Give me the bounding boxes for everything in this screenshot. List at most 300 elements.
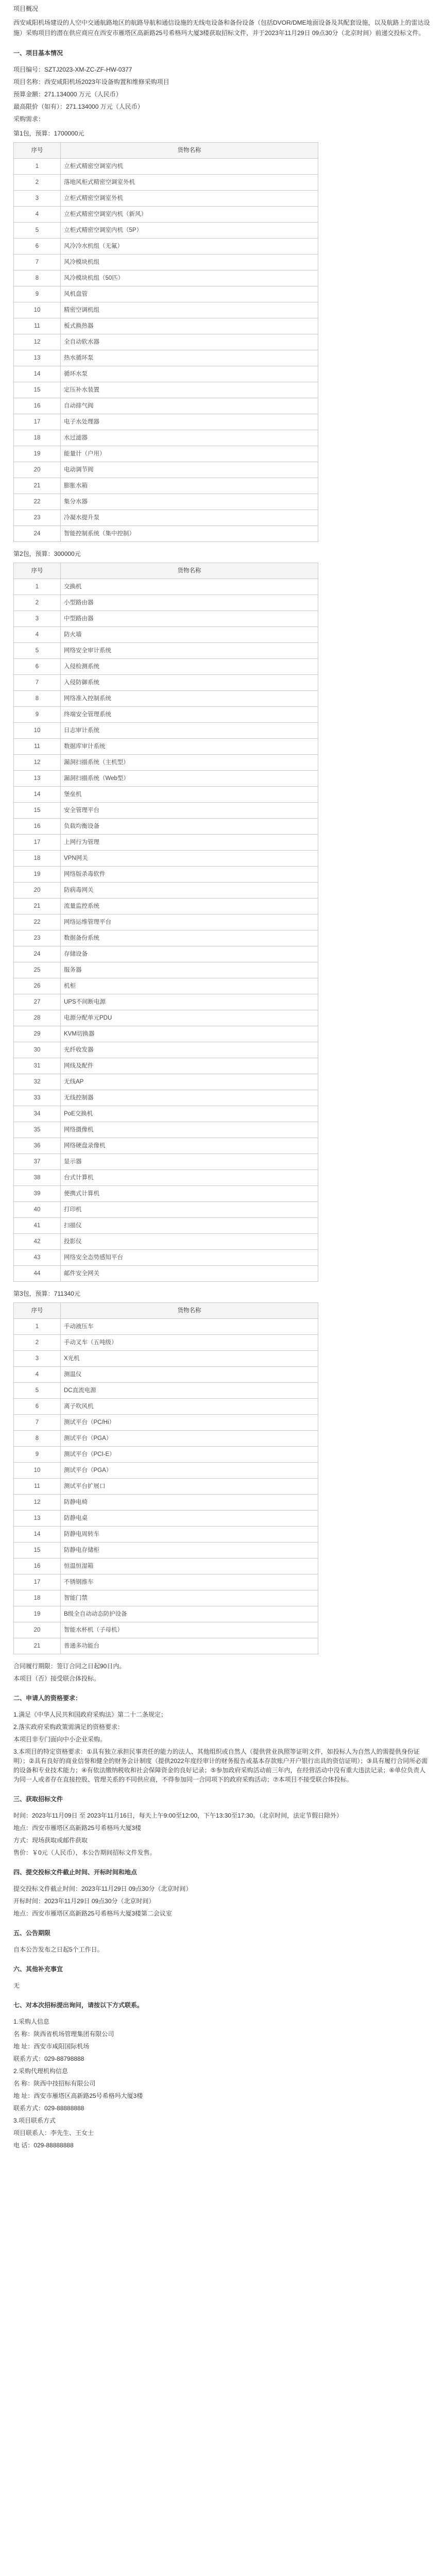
- table-row: [14, 1058, 318, 1074]
- item-name: 定压补水装置: [61, 382, 318, 398]
- table-row: [14, 851, 318, 867]
- table-row: [14, 191, 318, 207]
- item-number: 35: [14, 1122, 61, 1138]
- item-number: 20: [14, 1622, 61, 1638]
- item-name: PoE交换机: [61, 1106, 318, 1122]
- table-header-row: [14, 143, 318, 159]
- item-number: 36: [14, 1138, 61, 1154]
- table-row: [14, 1399, 318, 1415]
- col-header-goods-name: 货物名称: [61, 1303, 318, 1319]
- item-number: 19: [14, 867, 61, 883]
- table-row: [14, 382, 318, 398]
- item-number: 18: [14, 1590, 61, 1606]
- item-name: 测温仪: [61, 1367, 318, 1383]
- item-number: 13: [14, 1511, 61, 1527]
- item-number: 3: [14, 1351, 61, 1367]
- item-name: 智能门禁: [61, 1590, 318, 1606]
- item-number: 17: [14, 835, 61, 851]
- item-name: 网线及配件: [61, 1058, 318, 1074]
- item-number: 10: [14, 723, 61, 739]
- item-name: 数据备份系统: [61, 930, 318, 946]
- table-row: [14, 1415, 318, 1431]
- table-header-row: [14, 563, 318, 579]
- item-name: 网络摄像机: [61, 1122, 318, 1138]
- item-number: 5: [14, 643, 61, 659]
- item-number: 19: [14, 1606, 61, 1622]
- table-row: [14, 739, 318, 755]
- item-number: 14: [14, 1527, 61, 1543]
- item-number: 1: [14, 159, 61, 175]
- item-number: 20: [14, 883, 61, 899]
- package-title: 第2包，预算：300000元: [13, 550, 81, 557]
- item-number: 7: [14, 255, 61, 270]
- item-name: 立柜式精密空调室内机（新风）: [61, 207, 318, 223]
- item-name: 安全管理平台: [61, 803, 318, 819]
- item-name: 负载均衡设备: [61, 819, 318, 835]
- item-name: 防静电椅: [61, 1495, 318, 1511]
- opening-place: 地点：西安市雁塔区高新路25号希格玛大厦3楼第二会议室: [13, 1910, 173, 1917]
- table-header-row: [14, 1303, 318, 1319]
- item-name: 防病毒网关: [61, 883, 318, 899]
- item-number: 8: [14, 270, 61, 286]
- item-name: 风冷冷水机组（无氟）: [61, 239, 318, 255]
- item-name: 无线AP: [61, 1074, 318, 1090]
- qual-item-1: 1.满足《中华人民共和国政府采购法》第二十二条规定；: [13, 1711, 167, 1718]
- item-number: 20: [14, 462, 61, 478]
- section-submit-title: 四、提交投标文件截止时间、开标时间和地点: [13, 1869, 138, 1876]
- table-row: [14, 675, 318, 691]
- item-name: 显示器: [61, 1154, 318, 1170]
- table-row: [14, 883, 318, 899]
- contact-line: 联系方式：029-88888888: [13, 2105, 84, 2112]
- table-row: [14, 414, 318, 430]
- item-name: 测试平台（PGA）: [61, 1463, 318, 1479]
- item-number: 24: [14, 526, 61, 542]
- table-row: [14, 398, 318, 414]
- item-name: 智能控制系统（集中控制）: [61, 526, 318, 542]
- item-number: 22: [14, 494, 61, 510]
- table-row: [14, 478, 318, 494]
- item-name: 防静电桌: [61, 1511, 318, 1527]
- item-name: 入侵检测系统: [61, 659, 318, 675]
- item-name: 自动排气阀: [61, 398, 318, 414]
- project-number: 项目编号：SZTJ2023-XM-ZC-ZF-HW-0377: [13, 66, 132, 73]
- table-row: [14, 1170, 318, 1186]
- item-number: 33: [14, 1090, 61, 1106]
- item-name: 投影仪: [61, 1234, 318, 1250]
- item-number: 4: [14, 1367, 61, 1383]
- item-number: 17: [14, 1574, 61, 1590]
- packages: [13, 129, 432, 1654]
- section-basic-title: 一、项目基本情况: [13, 49, 63, 57]
- table-row: [14, 1463, 318, 1479]
- item-number: 3: [14, 611, 61, 627]
- item-name: 恒温恒湿箱: [61, 1558, 318, 1574]
- section-other-title: 六、其他补充事宜: [13, 1965, 63, 1973]
- item-number: 43: [14, 1250, 61, 1266]
- table-row: [14, 1106, 318, 1122]
- item-number: 21: [14, 899, 61, 914]
- item-name: 堡垒机: [61, 787, 318, 803]
- table-row: [14, 643, 318, 659]
- item-name: 水过滤器: [61, 430, 318, 446]
- item-number: 31: [14, 1058, 61, 1074]
- item-name: 不锈钢推车: [61, 1574, 318, 1590]
- item-name: 打印机: [61, 1202, 318, 1218]
- item-number: 40: [14, 1202, 61, 1218]
- qual-item-2: 2.落实政府采购政策需满足的资格要求：: [13, 1723, 124, 1731]
- item-name: VPN网关: [61, 851, 318, 867]
- table-row: [14, 691, 318, 707]
- doc-title: 项目概况: [13, 5, 39, 12]
- max-price: 最高限价（如有）：271.134000 万元（人民币）: [13, 103, 144, 110]
- item-number: 7: [14, 1415, 61, 1431]
- obtain-time: 时间：2023年11月09日 至 2023年11月16日，每天上午9:00至12:00，下午13:30至17:30。（北京时间，法定节假日除外）: [13, 1812, 343, 1819]
- contact-line: 地 址：西安市咸阳国际机场: [13, 2043, 90, 2050]
- item-number: 29: [14, 1026, 61, 1042]
- project-name: 项目名称：西安咸阳机场2023年设备购置和维修采购项目: [13, 78, 169, 86]
- item-name: 网络安全审计系统: [61, 643, 318, 659]
- item-name: DC直流电源: [61, 1383, 318, 1399]
- item-number: 11: [14, 318, 61, 334]
- item-number: 14: [14, 366, 61, 382]
- table-row: [14, 1638, 318, 1654]
- item-number: 17: [14, 414, 61, 430]
- table-row: [14, 914, 318, 930]
- item-name: 存储设备: [61, 946, 318, 962]
- table-row: [14, 1234, 318, 1250]
- table-row: [14, 1010, 318, 1026]
- requirement-label: 采购需求：: [13, 115, 45, 123]
- table-row: [14, 1606, 318, 1622]
- table-row: [14, 366, 318, 382]
- col-header-number: 序号: [14, 563, 61, 579]
- item-number: 41: [14, 1218, 61, 1234]
- item-number: 25: [14, 962, 61, 978]
- table-row: [14, 1074, 318, 1090]
- table-row: [14, 1431, 318, 1447]
- item-name: 流量监控系统: [61, 899, 318, 914]
- table-row: [14, 1090, 318, 1106]
- item-name: 日志审计系统: [61, 723, 318, 739]
- item-number: 23: [14, 930, 61, 946]
- item-name: 测试平台（PCI-E）: [61, 1447, 318, 1463]
- item-number: 6: [14, 239, 61, 255]
- item-name: 台式计算机: [61, 1170, 318, 1186]
- item-name: 服务器: [61, 962, 318, 978]
- item-number: 28: [14, 1010, 61, 1026]
- table-row: [14, 302, 318, 318]
- item-number: 13: [14, 771, 61, 787]
- table-row: [14, 1266, 318, 1282]
- contact-line: 项目联系人：李先生、王女士: [13, 2129, 94, 2137]
- table-row: [14, 1319, 318, 1335]
- item-name: 智能水杯机（子母机）: [61, 1622, 318, 1638]
- section-contact-title: 七、对本次招标提出询问，请按以下方式联系。: [13, 2002, 144, 2009]
- table-row: [14, 803, 318, 819]
- item-number: 27: [14, 994, 61, 1010]
- item-number: 32: [14, 1074, 61, 1090]
- item-number: 6: [14, 1399, 61, 1415]
- table-row: [14, 430, 318, 446]
- item-number: 22: [14, 914, 61, 930]
- item-number: 14: [14, 787, 61, 803]
- table-row: [14, 510, 318, 526]
- item-name: 测试平台（PGA）: [61, 1431, 318, 1447]
- contact-line: 名 称：陕西省机场管理集团有限公司: [13, 2030, 114, 2038]
- table-row: [14, 255, 318, 270]
- item-name: 漏洞扫描系统（主机型）: [61, 755, 318, 771]
- table-row: [14, 286, 318, 302]
- item-number: 7: [14, 675, 61, 691]
- item-number: 21: [14, 478, 61, 494]
- table-row: [14, 1622, 318, 1638]
- section-notice-title: 五、公告期限: [13, 1929, 51, 1937]
- item-name: 测试平台（PC/Hi）: [61, 1415, 318, 1431]
- item-name: 机柜: [61, 978, 318, 994]
- contact-line: 2.采购代理机构信息: [13, 2067, 69, 2075]
- item-name: 电子水处理器: [61, 414, 318, 430]
- table-row: [14, 707, 318, 723]
- item-number: 11: [14, 1479, 61, 1495]
- item-name: 手动液压车: [61, 1319, 318, 1335]
- item-number: 9: [14, 1447, 61, 1463]
- table-row: [14, 223, 318, 239]
- table-row: [14, 994, 318, 1010]
- item-number: 6: [14, 659, 61, 675]
- table-row: [14, 978, 318, 994]
- item-number: 9: [14, 286, 61, 302]
- item-name: 集分水器: [61, 494, 318, 510]
- table-row: [14, 595, 318, 611]
- table-row: [14, 1154, 318, 1170]
- obtain-price: 售价：￥0元（人民币），本公告期间招标文件发售。: [13, 1849, 156, 1856]
- item-number: 16: [14, 819, 61, 835]
- item-name: 网络硬盘录像机: [61, 1138, 318, 1154]
- table-row: [14, 867, 318, 883]
- table-row: [14, 1218, 318, 1234]
- table-row: [14, 946, 318, 962]
- item-name: 数据库审计系统: [61, 739, 318, 755]
- item-name: 风机盘管: [61, 286, 318, 302]
- table-row: [14, 1558, 318, 1574]
- table-row: [14, 334, 318, 350]
- table-row: [14, 175, 318, 191]
- table-row: [14, 755, 318, 771]
- budget-amount: 预算金额：271.134000 万元（人民币）: [13, 91, 122, 98]
- package-items-table: [13, 142, 318, 542]
- table-row: [14, 1543, 318, 1558]
- table-row: [14, 899, 318, 914]
- item-number: 26: [14, 978, 61, 994]
- table-row: [14, 494, 318, 510]
- item-number: 15: [14, 382, 61, 398]
- col-header-goods-name: 货物名称: [61, 563, 318, 579]
- item-name: 便携式计算机: [61, 1186, 318, 1202]
- opening-time: 开标时间：2023年11月29日 09点30分（北京时间）: [13, 1897, 155, 1905]
- contact-line: 3.项目联系方式: [13, 2117, 56, 2124]
- item-number: 18: [14, 851, 61, 867]
- item-number: 37: [14, 1154, 61, 1170]
- item-name: 板式换热器: [61, 318, 318, 334]
- table-row: [14, 270, 318, 286]
- item-name: 全自动软水器: [61, 334, 318, 350]
- item-number: 21: [14, 1638, 61, 1654]
- item-name: 无线控制器: [61, 1090, 318, 1106]
- item-number: 1: [14, 1319, 61, 1335]
- item-name: 防静电周转车: [61, 1527, 318, 1543]
- item-name: 冷凝水提升泵: [61, 510, 318, 526]
- item-name: 网络准入控制系统: [61, 691, 318, 707]
- table-row: [14, 1042, 318, 1058]
- table-row: [14, 1351, 318, 1367]
- item-number: 15: [14, 803, 61, 819]
- table-row: [14, 1367, 318, 1383]
- item-name: 普通多功能台: [61, 1638, 318, 1654]
- item-name: 防火墙: [61, 627, 318, 643]
- table-row: [14, 462, 318, 478]
- item-number: 15: [14, 1543, 61, 1558]
- contact-line: 地 址：西安市雁塔区高新路25号希格玛大厦3楼: [13, 2092, 143, 2099]
- item-name: 手动叉车（五吨级）: [61, 1335, 318, 1351]
- table-row: [14, 239, 318, 255]
- item-number: 13: [14, 350, 61, 366]
- item-name: X光机: [61, 1351, 318, 1367]
- item-name: UPS不间断电源: [61, 994, 318, 1010]
- table-row: [14, 1574, 318, 1590]
- item-number: 16: [14, 1558, 61, 1574]
- item-name: 光纤收发器: [61, 1042, 318, 1058]
- package-items-table: [13, 1302, 318, 1654]
- item-number: 19: [14, 446, 61, 462]
- item-name: 风冷模块机组: [61, 255, 318, 270]
- table-row: [14, 819, 318, 835]
- package-title: 第3包，预算：711340元: [13, 1290, 80, 1297]
- table-row: [14, 1511, 318, 1527]
- item-name: B级全自动动态防护设备: [61, 1606, 318, 1622]
- consortium-note: 本项目（否）接受联合体投标。: [13, 1675, 100, 1682]
- contact-line: 1.采购人信息: [13, 2018, 50, 2025]
- item-name: 交换机: [61, 579, 318, 595]
- table-row: [14, 1383, 318, 1399]
- item-number: 8: [14, 1431, 61, 1447]
- item-name: 中型路由器: [61, 611, 318, 627]
- item-number: 2: [14, 595, 61, 611]
- table-row: [14, 930, 318, 946]
- section-qualification-title: 二、申请人的资格要求：: [13, 1694, 82, 1702]
- table-row: [14, 1202, 318, 1218]
- item-number: 10: [14, 302, 61, 318]
- item-name: 立柜式精密空调室内机: [61, 159, 318, 175]
- item-number: 23: [14, 510, 61, 526]
- item-name: 热水循环泵: [61, 350, 318, 366]
- item-number: 18: [14, 430, 61, 446]
- col-header-number: 序号: [14, 143, 61, 159]
- item-name: 能量计（户用）: [61, 446, 318, 462]
- item-name: 循环水泵: [61, 366, 318, 382]
- package-title: 第1包，预算：1700000元: [13, 130, 84, 137]
- item-name: 漏洞扫描系统（Web型）: [61, 771, 318, 787]
- contract-term: 合同履行期限：签订合同之日起90日内。: [13, 1663, 126, 1670]
- item-number: 2: [14, 175, 61, 191]
- item-number: 10: [14, 1463, 61, 1479]
- table-row: [14, 159, 318, 175]
- table-row: [14, 318, 318, 334]
- package-items-table: [13, 563, 318, 1282]
- item-number: 30: [14, 1042, 61, 1058]
- table-row: [14, 1335, 318, 1351]
- item-number: 12: [14, 755, 61, 771]
- item-name: 网络版杀毒软件: [61, 867, 318, 883]
- item-name: 电动调节阀: [61, 462, 318, 478]
- item-number: 3: [14, 191, 61, 207]
- table-row: [14, 627, 318, 643]
- item-number: 16: [14, 398, 61, 414]
- item-name: 落地风柜式精密空调室外机: [61, 175, 318, 191]
- notice-period: 自本公告发布之日起5个工作日。: [13, 1946, 104, 1953]
- item-number: 12: [14, 334, 61, 350]
- item-name: 网络运维管理平台: [61, 914, 318, 930]
- item-number: 9: [14, 707, 61, 723]
- contact-line: 名 称：陕西中技招标有限公司: [13, 2080, 96, 2087]
- table-row: [14, 771, 318, 787]
- item-number: 12: [14, 1495, 61, 1511]
- table-row: [14, 723, 318, 739]
- table-row: [14, 1186, 318, 1202]
- table-row: [14, 787, 318, 803]
- intro-paragraph: 西安咸阳机场建设的人空中交通航路地区的航路导航和通信设施的无线电设备和备份设备（包括DVOR/DME地面设备及其配套设施，以及航路上的雷达设施）采购项目的潜在供应商应在西安市雁塔区高新路25号希格玛大厦3楼获取招标文件，并于2023年11月29日 09点30分（北京时间）前递交投标文件。: [13, 19, 430, 37]
- item-number: 5: [14, 223, 61, 239]
- item-number: 4: [14, 627, 61, 643]
- section-obtain-title: 三、获取招标文件: [13, 1795, 63, 1803]
- other-info: 无: [13, 1982, 20, 1989]
- col-header-goods-name: 货物名称: [61, 143, 318, 159]
- item-number: 2: [14, 1335, 61, 1351]
- item-name: 精密空调机组: [61, 302, 318, 318]
- item-name: 终端安全管理系统: [61, 707, 318, 723]
- item-number: 39: [14, 1186, 61, 1202]
- table-row: [14, 446, 318, 462]
- item-name: 膨胀水箱: [61, 478, 318, 494]
- obtain-place: 地点：西安市雁塔区高新路25号希格玛大厦3楼: [13, 1824, 142, 1832]
- item-name: 网络安全态势感知平台: [61, 1250, 318, 1266]
- table-row: [14, 1026, 318, 1042]
- table-row: [14, 350, 318, 366]
- item-name: KVM切换器: [61, 1026, 318, 1042]
- item-name: 风冷模块机组（50匹）: [61, 270, 318, 286]
- submit-deadline: 提交投标文件截止时间：2023年11月29日 09点30分（北京时间）: [13, 1885, 192, 1892]
- item-name: 邮件安全网关: [61, 1266, 318, 1282]
- table-row: [14, 1138, 318, 1154]
- item-name: 扫描仪: [61, 1218, 318, 1234]
- table-row: [14, 1495, 318, 1511]
- qual-item-3: 3.本项目的特定资格要求：①具有独立承担民事责任的能力的法人、其他组织或自然人（提供营业执照等证明文件，如投标人为自然人的需提供身份证明）；②具有良好的商业信誉和健全的财务会计制度（提供2022年度经审计的财务报告或基本存款账户开户银行出具的资信证明）；③具有履行合同所必需的设备和专业技术能力；④有依法缴纳税收和社会保障资金的良好记录；⑤参加政府采购活动前三年内，在经营活动中没有重大违法记录；⑥单位负责人为同一人或者存在直接控股、管理关系的不同供应商，不得参加同一合同项下的政府采购活动；⑦本项目不接受联合体投标。: [13, 1748, 428, 1783]
- contact-line: 联系方式：029-88798888: [13, 2055, 84, 2062]
- table-row: [14, 835, 318, 851]
- item-name: 上网行为管理: [61, 835, 318, 851]
- table-row: [14, 1527, 318, 1543]
- table-row: [14, 659, 318, 675]
- table-row: [14, 579, 318, 595]
- item-name: 立柜式精密空调室内机（5P）: [61, 223, 318, 239]
- item-number: 8: [14, 691, 61, 707]
- table-row: [14, 526, 318, 542]
- item-number: 38: [14, 1170, 61, 1186]
- qual-item-2-detail: 本项目非专门面向中小企业采购。: [13, 1736, 107, 1743]
- item-number: 34: [14, 1106, 61, 1122]
- contact-block: [13, 2017, 432, 2150]
- item-name: 防静电存储柜: [61, 1543, 318, 1558]
